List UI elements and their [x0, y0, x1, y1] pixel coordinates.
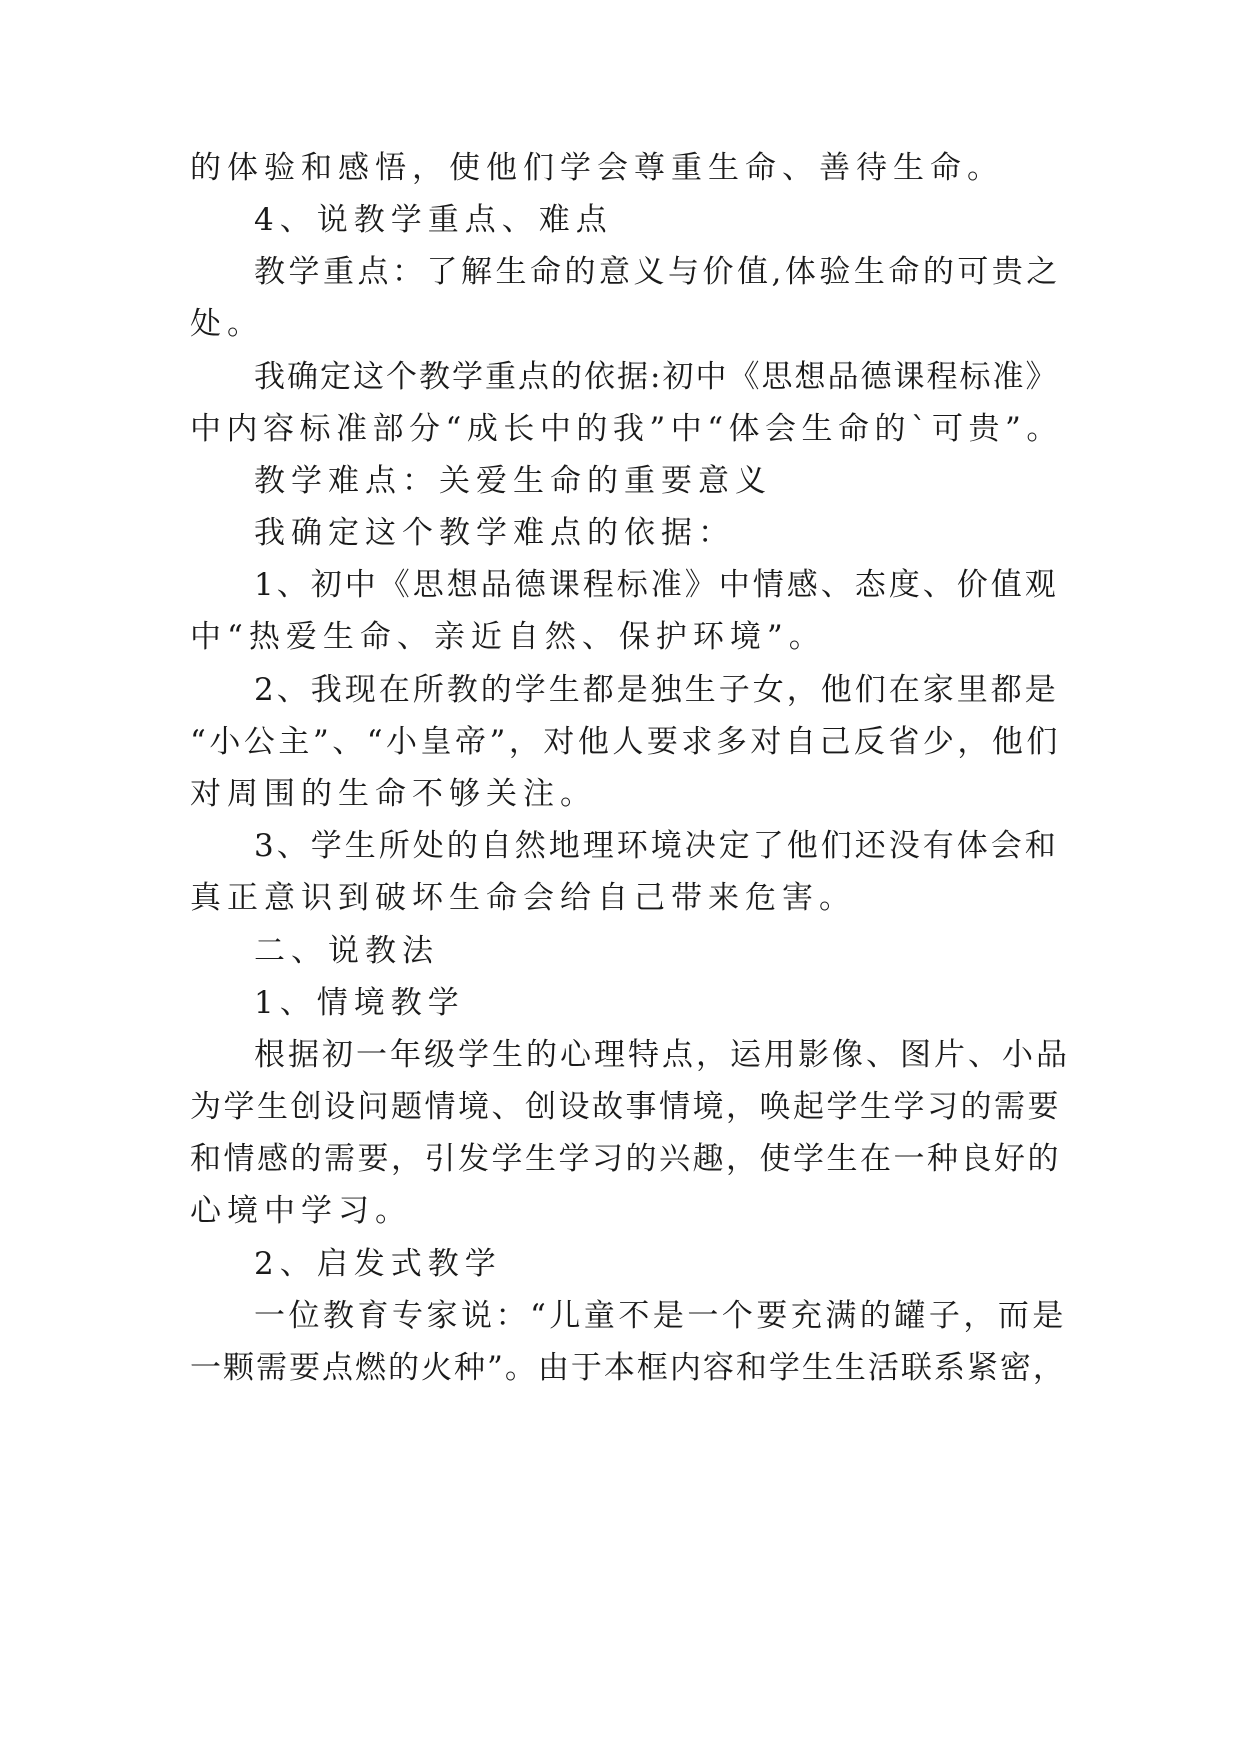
text-line: 处。 — [190, 306, 264, 342]
section-heading: 4、说教学重点、难点 — [254, 202, 613, 238]
section-heading: 1、情境教学 — [254, 985, 465, 1021]
section-heading: 二、说教法 — [254, 933, 439, 969]
text-line: 我确定这个教学重点的依据:初中《思想品德课程标准》 — [254, 359, 1059, 395]
text-line: 3、学生所处的自然地理环境决定了他们还没有体会和 — [254, 828, 1059, 864]
text-line: 教学难点：关爱生命的重要意义 — [254, 463, 772, 499]
section-heading: 2、启发式教学 — [254, 1246, 502, 1282]
text-line: 教学重点：了解生命的意义与价值,体验生命的可贵之 — [254, 254, 1061, 290]
text-line: 的体验和感悟，使他们学会尊重生命、善待生命。 — [190, 150, 1004, 186]
text-line: 中“热爱生命、亲近自然、保护环境”。 — [190, 619, 826, 655]
text-line: 和情感的需要，引发学生学习的兴趣，使学生在一种良好的 — [190, 1141, 1061, 1177]
text-line: 1、初中《思想品德课程标准》中情感、态度、价值观 — [254, 567, 1059, 603]
text-line: 一位教育专家说：“儿童不是一个要充满的罐子，而是 — [254, 1298, 1067, 1334]
text-line: 对周围的生命不够关注。 — [190, 776, 597, 812]
text-line: 我确定这个教学难点的依据： — [254, 515, 735, 551]
text-line: 根据初一年级学生的心理特点，运用影像、图片、小品 — [254, 1037, 1070, 1073]
text-line: 2、我现在所教的学生都是独生子女，他们在家里都是 — [254, 672, 1059, 708]
text-line: 中内容标准部分“成长中的我”中“体会生命的`可贵”。 — [190, 411, 1063, 447]
text-line: 一颗需要点燃的火种”。由于本框内容和学生生活联系紧密， — [190, 1350, 1066, 1386]
text-line: 为学生创设问题情境、创设故事情境，唤起学生学习的需要 — [190, 1089, 1061, 1125]
text-line: “小公主”、“小皇帝”，对他人要求多对自己反省少，他们 — [190, 724, 1061, 760]
text-line: 真正意识到破坏生命会给自己带来危害。 — [190, 880, 856, 916]
text-line: 心境中学习。 — [190, 1193, 412, 1229]
